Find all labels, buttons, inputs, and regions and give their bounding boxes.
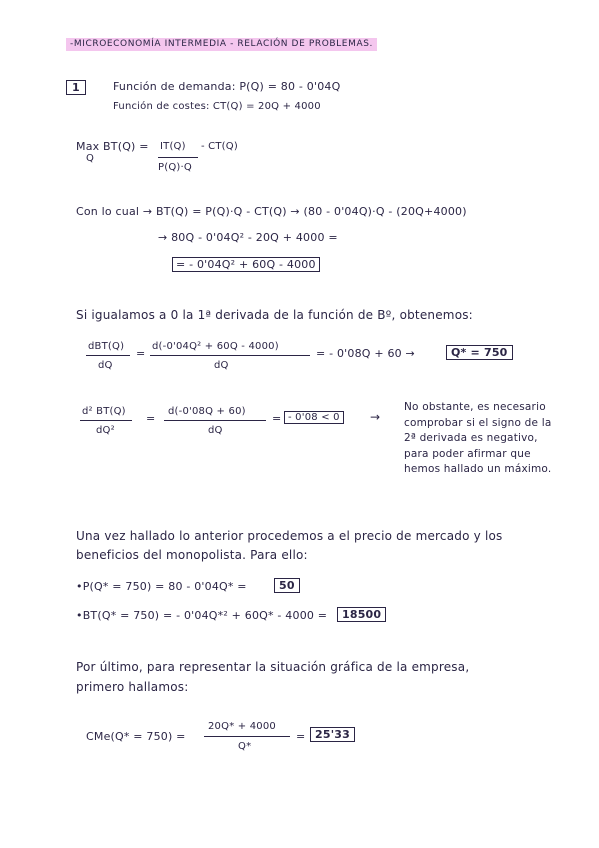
- average-cost-denominator: Q*: [238, 741, 252, 752]
- d-expr-denominator: dQ: [214, 360, 229, 371]
- second-result-eq: =: [272, 412, 282, 425]
- d-bt-numerator: dBT(Q): [88, 341, 125, 352]
- profit-value-box: 18500: [337, 607, 386, 622]
- average-cost-lhs: CMe(Q* = 750) =: [86, 730, 186, 743]
- average-cost-numerator: 20Q* + 4000: [208, 721, 276, 732]
- objective-max: Max BT(Q) =: [76, 140, 149, 153]
- d2-bt-fraction-bar: [80, 420, 132, 421]
- cost-function: Función de costes: CT(Q) = 20Q + 4000: [113, 101, 321, 112]
- first-derivative-intro: Si igualamos a 0 la 1ª derivada de la función de Bº, obtenemos:: [76, 308, 473, 322]
- d2-expr-fraction-bar: [164, 420, 266, 421]
- average-cost-eq: =: [296, 730, 306, 743]
- price-value-box: 50: [274, 578, 300, 593]
- d-expr-fraction-bar: [150, 355, 310, 356]
- final-intro-line-1: Por último, para representar la situación gráfica de la empresa,: [76, 660, 470, 674]
- second-arrow: →: [370, 410, 381, 424]
- first-eq-sign: =: [136, 347, 146, 360]
- d-expr-numerator: d(-0'04Q² + 60Q - 4000): [152, 341, 279, 352]
- objective-fraction-bar: [158, 157, 198, 158]
- d2-bt-numerator: d² BT(Q): [82, 406, 126, 417]
- problem-number: 1: [66, 80, 86, 95]
- objective-denominator: P(Q)·Q: [158, 162, 192, 173]
- derivation-line-2: → 80Q - 0'04Q² - 20Q + 4000 =: [158, 231, 338, 244]
- second-eq-sign: =: [146, 412, 156, 425]
- demand-function: Función de demanda: P(Q) = 80 - 0'04Q: [113, 80, 341, 93]
- market-intro-line-1: Una vez hallado lo anterior procedemos a el precio de mercado y los: [76, 529, 503, 543]
- price-equation: •P(Q* = 750) = 80 - 0'04Q* =: [76, 580, 247, 593]
- first-derivative-result: = - 0'08Q + 60 →: [316, 347, 415, 360]
- final-intro-line-2: primero hallamos:: [76, 680, 189, 694]
- q-star-box: Q* = 750: [446, 345, 513, 360]
- d-bt-fraction-bar: [86, 355, 130, 356]
- second-derivative-box: - 0'08 < 0: [284, 411, 344, 424]
- d-bt-denominator: dQ: [98, 360, 113, 371]
- objective-tail: - CT(Q): [201, 141, 238, 152]
- d2-expr-denominator: dQ: [208, 425, 223, 436]
- maximum-note: No obstante, es necesario comprobar si el signo de la 2ª derivada es negativo, para poder afirmar que hemos hallado un máximo.: [404, 401, 552, 475]
- market-intro-line-2: beneficios del monopolista. Para ello:: [76, 548, 308, 562]
- d2-bt-denominator: dQ²: [96, 425, 115, 436]
- d2-expr-numerator: d(-0'08Q + 60): [168, 406, 246, 417]
- average-cost-fraction-bar: [204, 736, 290, 737]
- average-cost-value-box: 25'33: [310, 727, 355, 742]
- derivation-line-1: Con lo cual → BT(Q) = P(Q)·Q - CT(Q) → (80 - 0'04Q)·Q - (20Q+4000): [76, 205, 467, 218]
- objective-sub-q: Q: [86, 153, 95, 164]
- page-header: -MICROECONOMÍA INTERMEDIA - RELACIÓN DE PROBLEMAS.: [66, 38, 377, 51]
- profit-function-box: = - 0'04Q² + 60Q - 4000: [172, 257, 320, 272]
- objective-numerator: IT(Q): [160, 141, 186, 152]
- profit-equation: •BT(Q* = 750) = - 0'04Q*² + 60Q* - 4000 =: [76, 609, 328, 622]
